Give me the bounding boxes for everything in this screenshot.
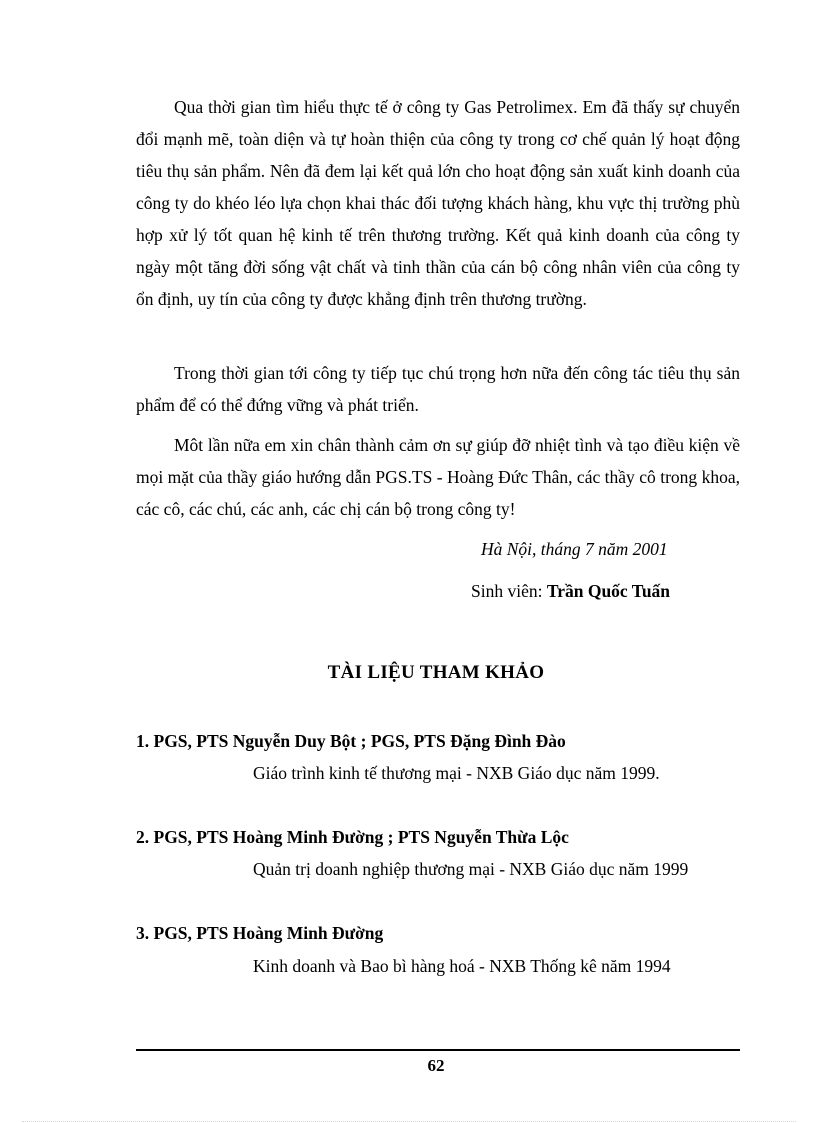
signature-date: Hà Nội, tháng 7 năm 2001 [481, 539, 668, 559]
paragraph-future-plan: Trong thời gian tới công ty tiếp tục chú trọng hơn nữa đến công tác tiêu thụ sản phẩm để có thể đứng vững và phát triển. [136, 363, 740, 415]
student-name: Trần Quốc Tuấn [546, 581, 671, 601]
student-label: Sinh viên: [471, 581, 543, 601]
page-number: 62 [427, 1056, 445, 1075]
reference-detail: Kinh doanh và Bao bì hàng hoá - NXB Thống kê năm 1994 [253, 956, 671, 976]
paragraph-acknowledgement: Môt lần nữa em xin chân thành cảm ơn sự giúp đỡ nhiệt tình và tạo điều kiện về mọi mặt của thầy giáo hướng dẫn PGS.TS - Hoàng Đức Thân, các thầy cô trong khoa, các cô, các chú, các anh, các chị cán bộ trong công ty! [136, 435, 740, 519]
paragraph-conclusion: Qua thời gian tìm hiểu thực tế ở công ty Gas Petrolimex. Em đã thấy sự chuyển đổi mạnh mẽ, toàn diện và tự hoàn thiện của công ty trong cơ chế quản lý hoạt động tiêu thụ sản phẩm. Nên đã đem lại kết quả lớn cho hoạt động sản xuất kinh doanh của công ty do khéo léo lựa chọn khai thác đối tượng khách hàng, khu vực thị trường phù hợp xử lý tốt quan hệ kinh tế trên thương trường. Kết quả kinh doanh của công ty ngày một tăng đời sống vật chất và tinh thần của cán bộ công nhân viên của công ty ổn định, uy tín của công ty được khẳng định trên thương trường. [136, 97, 740, 309]
signature-student [471, 580, 670, 602]
footer-divider [136, 1049, 740, 1051]
references-title: TÀI LIỆU THAM KHẢO [327, 662, 545, 683]
reference-detail: Quản trị doanh nghiệp thương mại - NXB Giáo dục năm 1999 [253, 859, 689, 879]
reference-detail: Giáo trình kinh tế thương mại - NXB Giáo dục năm 1999. [253, 763, 660, 783]
reference-authors: 3. PGS, PTS Hoàng Minh Đường [136, 923, 384, 943]
reference-authors: 1. PGS, PTS Nguyễn Duy Bột ; PGS, PTS Đặng Đình Đào [136, 731, 566, 751]
reference-authors: 2. PGS, PTS Hoàng Minh Đường ; PTS Nguyễn Thừa Lộc [136, 827, 569, 847]
page-bottom-edge [22, 1121, 796, 1122]
